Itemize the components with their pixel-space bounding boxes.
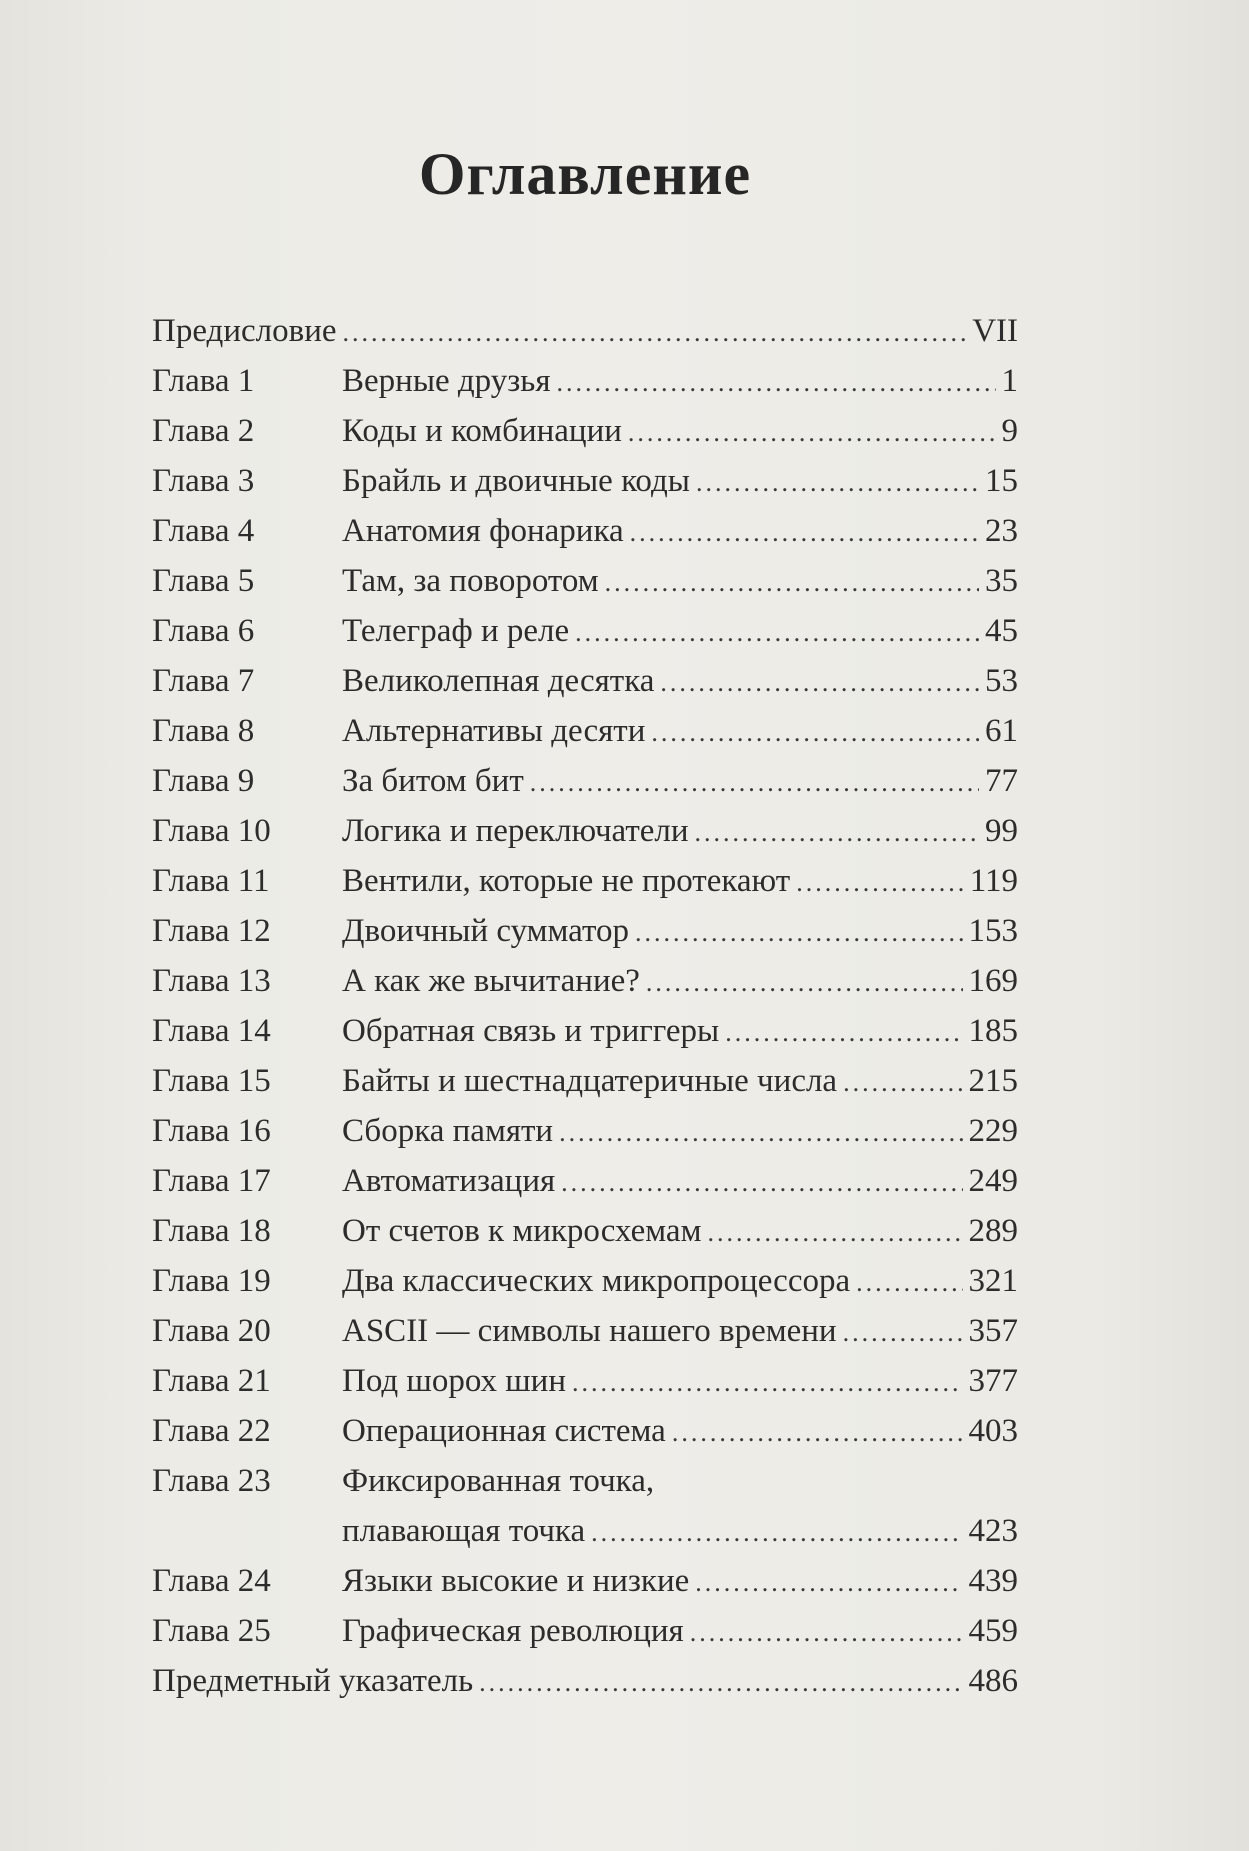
chapter-label: Глава 11 xyxy=(152,863,270,899)
chapter-list-end xyxy=(152,1556,1018,1656)
entry-title: Брайль и двоичные коды xyxy=(342,463,690,499)
dot-leader xyxy=(796,858,964,908)
chapter-label: Глава 15 xyxy=(152,1063,271,1099)
page-number: 289 xyxy=(968,1213,1018,1249)
dot-leader xyxy=(630,508,979,558)
chapter-label: Глава 20 xyxy=(152,1313,271,1349)
toc-row xyxy=(152,1106,1018,1156)
toc-row-preface xyxy=(152,306,1018,356)
toc-row xyxy=(152,1356,1018,1406)
entry-title: За битом бит xyxy=(342,763,524,799)
dot-leader xyxy=(343,308,967,358)
entry-title: Анатомия фонарика xyxy=(342,513,624,549)
entry-title: Телеграф и реле xyxy=(342,613,570,649)
chapter-label: Глава 16 xyxy=(152,1113,271,1149)
entry-title-line1: Фиксированная точка, xyxy=(342,1463,655,1499)
dot-leader xyxy=(695,808,979,858)
page-number: 1 xyxy=(1001,363,1018,399)
chapter-label: Глава 23 xyxy=(152,1463,271,1499)
page-number: 15 xyxy=(985,463,1018,499)
toc-row xyxy=(152,906,1018,956)
page-title: Оглавление xyxy=(418,141,752,207)
chapter-label: Глава 1 xyxy=(152,363,255,399)
entry-title: Операционная система xyxy=(342,1413,666,1449)
dot-leader xyxy=(591,1508,962,1558)
toc-row xyxy=(152,756,1018,806)
dot-leader xyxy=(575,608,979,658)
entry-title: Двоичный сумматор xyxy=(342,913,629,949)
dot-leader xyxy=(646,958,963,1008)
entry-title: Логика и переключатели xyxy=(342,813,689,849)
page-number: 77 xyxy=(985,763,1018,799)
entry-title: Два классических микропроцессора xyxy=(342,1263,851,1299)
page-number: 185 xyxy=(968,1013,1018,1049)
page-number: 439 xyxy=(968,1563,1018,1599)
entry-title: Великолепная десятка xyxy=(342,663,655,699)
toc-row xyxy=(152,956,1018,1006)
entry-title: Предисловие xyxy=(152,313,337,349)
entry-title: ASCII — символы нашего времени xyxy=(342,1313,837,1349)
chapter-label: Глава 14 xyxy=(152,1013,271,1049)
toc-row xyxy=(152,1006,1018,1056)
entry-title: Языки высокие и низкие xyxy=(342,1563,690,1599)
toc-row xyxy=(152,606,1018,656)
entry-title: Предметный указатель xyxy=(152,1663,474,1699)
dot-leader xyxy=(856,1258,962,1308)
page-number: 486 xyxy=(968,1663,1018,1699)
page-number: 23 xyxy=(985,513,1018,549)
page-number: 229 xyxy=(968,1113,1018,1149)
page-number: 45 xyxy=(985,613,1018,649)
dot-leader xyxy=(635,908,963,958)
entry-title: Байты и шестнадцатеричные числа xyxy=(342,1063,838,1099)
entry-title: Под шорох шин xyxy=(342,1363,566,1399)
chapter-label: Глава 2 xyxy=(152,413,255,449)
chapter-label: Глава 25 xyxy=(152,1613,271,1649)
page-number: VII xyxy=(972,313,1018,349)
page-number: 99 xyxy=(985,813,1018,849)
toc-row xyxy=(152,456,1018,506)
chapter-label: Глава 12 xyxy=(152,913,271,949)
page-number: 119 xyxy=(969,863,1018,899)
chapter-label: Глава 13 xyxy=(152,963,271,999)
toc-row xyxy=(152,1406,1018,1456)
toc-row xyxy=(152,356,1018,406)
entry-title: А как же вычитание? xyxy=(342,963,640,999)
chapter-label: Глава 4 xyxy=(152,513,255,549)
entry-title: Графическая революция xyxy=(342,1613,684,1649)
chapter-label: Глава 21 xyxy=(152,1363,271,1399)
toc-row-index xyxy=(152,1656,1018,1706)
entry-title: Там, за поворотом xyxy=(342,563,599,599)
dot-leader xyxy=(696,458,979,508)
dot-leader xyxy=(561,1158,962,1208)
toc-row xyxy=(152,506,1018,556)
toc-row xyxy=(152,1256,1018,1306)
dot-leader xyxy=(843,1308,963,1358)
chapter-label: Глава 8 xyxy=(152,713,255,749)
chapter-label: Глава 10 xyxy=(152,813,271,849)
dot-leader xyxy=(557,358,996,408)
chapter-label: Глава 7 xyxy=(152,663,255,699)
dot-leader xyxy=(660,658,979,708)
page-number: 61 xyxy=(985,713,1018,749)
toc-row xyxy=(152,556,1018,606)
toc-row xyxy=(152,406,1018,456)
page-number: 153 xyxy=(968,913,1018,949)
dot-leader xyxy=(530,758,979,808)
page-number: 459 xyxy=(968,1613,1018,1649)
toc-row xyxy=(152,806,1018,856)
page-number: 35 xyxy=(985,563,1018,599)
dot-leader xyxy=(725,1008,962,1058)
page-number: 9 xyxy=(1001,413,1018,449)
table-of-contents xyxy=(152,306,1018,1706)
page-number: 321 xyxy=(968,1263,1018,1299)
chapter-label: Глава 9 xyxy=(152,763,255,799)
chapter-label: Глава 19 xyxy=(152,1263,271,1299)
chapter-label: Глава 17 xyxy=(152,1163,271,1199)
toc-row xyxy=(152,856,1018,906)
entry-title-line2: плавающая точка xyxy=(342,1513,586,1549)
dot-leader xyxy=(479,1658,962,1708)
entry-title: Автоматизация xyxy=(342,1163,556,1199)
chapter-label: Глава 24 xyxy=(152,1563,271,1599)
entry-title: Обратная связь и триггеры xyxy=(342,1013,720,1049)
toc-row xyxy=(152,656,1018,706)
dot-leader xyxy=(695,1558,962,1608)
page-number: 53 xyxy=(985,663,1018,699)
toc-row xyxy=(152,1056,1018,1106)
chapter-label: Глава 18 xyxy=(152,1213,271,1249)
chapter-label: Глава 3 xyxy=(152,463,255,499)
toc-row xyxy=(152,1606,1018,1656)
page-number: 423 xyxy=(968,1513,1018,1549)
entry-title: Коды и комбинации xyxy=(342,413,622,449)
toc-row-chapter-23 xyxy=(152,1456,1018,1556)
chapter-label: Глава 22 xyxy=(152,1413,271,1449)
dot-leader xyxy=(672,1408,963,1458)
chapter-label: Глава 5 xyxy=(152,563,255,599)
toc-row xyxy=(152,1306,1018,1356)
dot-leader xyxy=(559,1108,962,1158)
page-number: 169 xyxy=(968,963,1018,999)
dot-leader xyxy=(707,1208,962,1258)
chapter-label: Глава 6 xyxy=(152,613,255,649)
dot-leader xyxy=(651,708,979,758)
page-number: 403 xyxy=(968,1413,1018,1449)
toc-row xyxy=(152,1156,1018,1206)
entry-title: Сборка памяти xyxy=(342,1113,554,1149)
dot-leader xyxy=(690,1608,963,1658)
chapter-list xyxy=(152,356,1018,1456)
toc-row xyxy=(152,1556,1018,1606)
page-number: 357 xyxy=(968,1313,1018,1349)
dot-leader xyxy=(843,1058,962,1108)
dot-leader xyxy=(628,408,996,458)
dot-leader xyxy=(572,1358,963,1408)
entry-title: Вентили, которые не протекают xyxy=(342,863,791,899)
toc-row xyxy=(152,1206,1018,1256)
dot-leader xyxy=(605,558,979,608)
entry-title: От счетов к микросхемам xyxy=(342,1213,702,1249)
page-number: 215 xyxy=(968,1063,1018,1099)
toc-row xyxy=(152,706,1018,756)
page-number: 249 xyxy=(968,1163,1018,1199)
entry-title: Альтернативы десяти xyxy=(342,713,646,749)
entry-title: Верные друзья xyxy=(342,363,551,399)
page-number: 377 xyxy=(968,1363,1018,1399)
